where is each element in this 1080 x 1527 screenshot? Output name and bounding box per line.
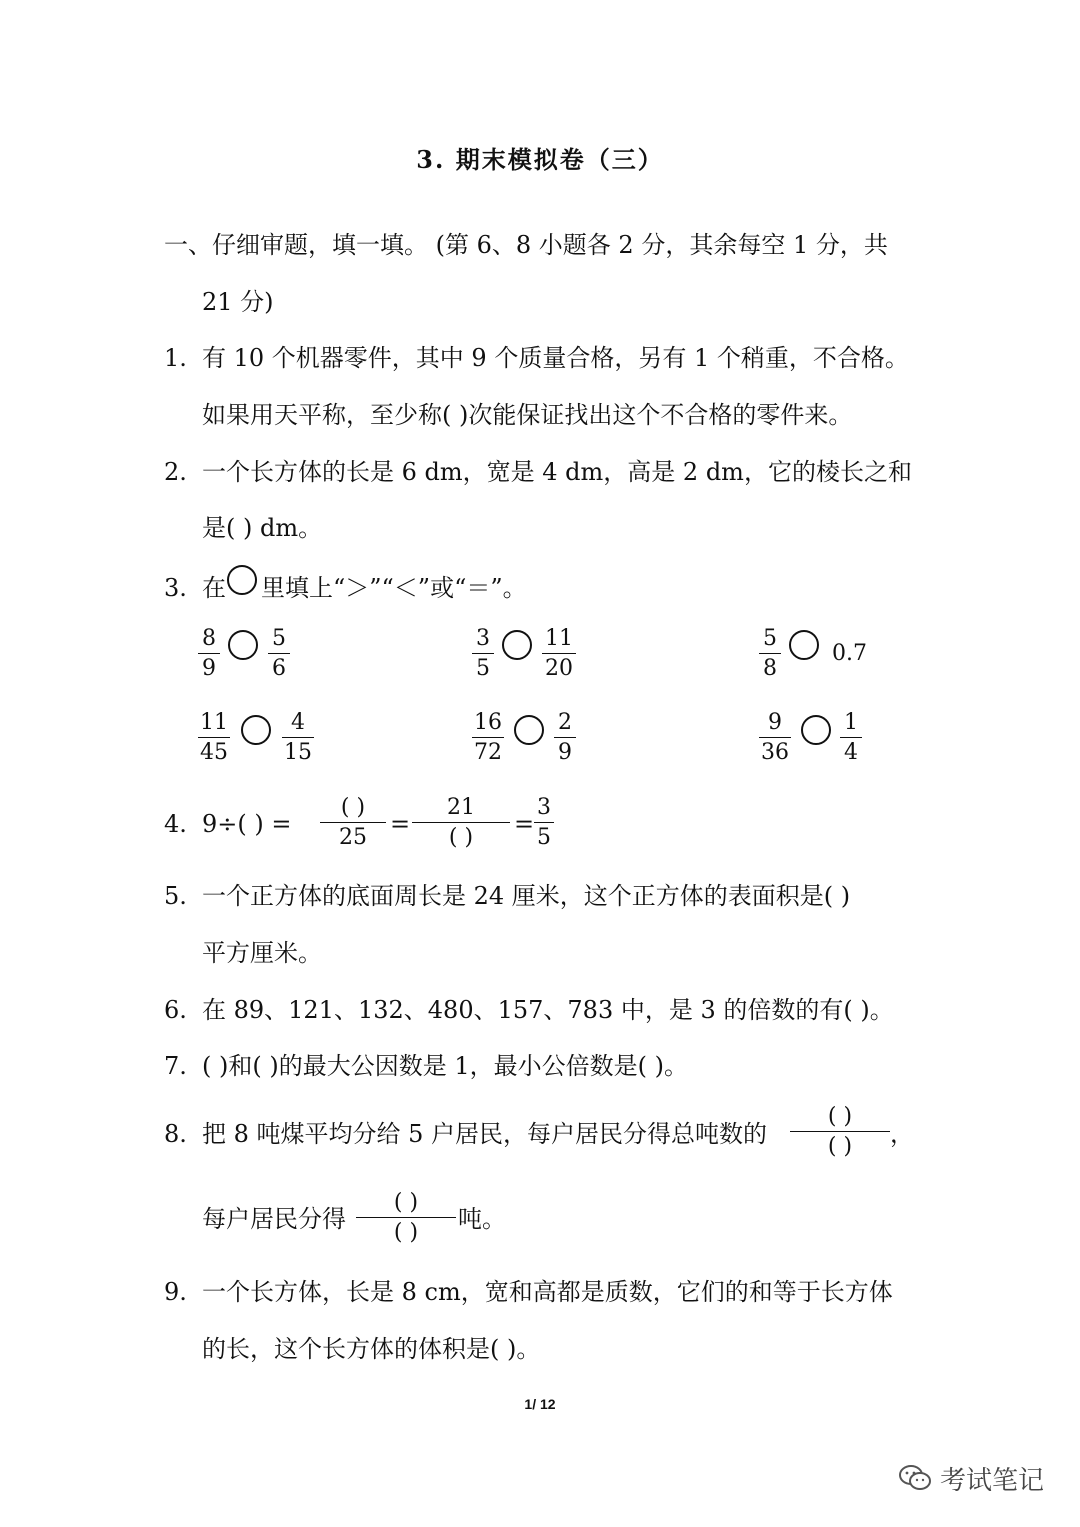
q3-item5-circle[interactable] (514, 715, 544, 745)
q3-item2-right-fraction: $\frac{11}{20}$ (542, 625, 576, 684)
wechat-icon (898, 1463, 932, 1493)
q3-item6-right-fraction: $\frac{1}{4}$ (840, 709, 862, 768)
q1-text: 有 10 个机器零件，其中 9 个质量合格，另有 1 个稍重，不合格。 (202, 344, 909, 372)
q1-number: 1. (164, 344, 187, 372)
q5-text: 一个正方体的底面周长是 24 厘米，这个正方体的表面积是( ) (202, 882, 851, 910)
q8-comma: ， (890, 1120, 914, 1148)
q3-item3-circle[interactable] (789, 630, 819, 660)
q3-item4-left-fraction: $\frac{11}{45}$ (200, 710, 228, 765)
q3-item2-left-fraction: $\frac{3}{5}$ (472, 625, 494, 684)
q3-item1-circle[interactable] (228, 630, 258, 660)
q9-number: 9. (164, 1278, 187, 1306)
q2-text: 一个长方体的长是 6 dm，宽是 4 dm，高是 2 dm，它的棱长之和 (202, 458, 912, 486)
q9-text-cont: 的长，这个长方体的体积是( )。 (202, 1335, 541, 1363)
compare-circle (227, 565, 257, 595)
q8-fraction-blank1[interactable]: ( ) ( ) (790, 1103, 890, 1162)
q3-item4-circle[interactable] (241, 715, 271, 745)
watermark (898, 1458, 1044, 1498)
q9-text: 一个长方体，长是 8 cm，宽和高都是质数，它们的和等于长方体 (202, 1278, 893, 1306)
q7-number: 7. (164, 1052, 187, 1080)
section-heading: 一、仔细审题，填一填。 (第 6、8 小题各 2 分，其余每空 1 分，共 (164, 231, 888, 259)
q3-item6-circle[interactable] (801, 715, 831, 745)
q8-number: 8. (164, 1120, 187, 1148)
q6-text: 在 89、121、132、480、157、783 中，是 3 的倍数的有( )。 (202, 996, 894, 1024)
page-title: 3. 期末模拟卷（三） (416, 145, 664, 174)
watermark-label: 考试笔记 (940, 1465, 1045, 1496)
q2-number: 2. (164, 458, 187, 486)
q4-equals1: = (390, 810, 411, 838)
q5-text-cont: 平方厘米。 (202, 939, 322, 967)
q4-fraction1[interactable]: ( ) 25 (320, 794, 386, 853)
q1-text-cont: 如果用天平称，至少称( )次能保证找出这个不合格的零件来。 (202, 401, 853, 429)
q4-fraction2[interactable]: 21 ( ) (412, 794, 510, 853)
q6-number: 6. (164, 996, 187, 1024)
q3-item4-right-fraction: $\frac{4}{15}$ (284, 710, 312, 765)
q3-item3-left-fraction: $\frac{5}{8}$ (759, 625, 781, 684)
q4-lead: 9÷( ) = (202, 810, 292, 838)
q8-text-end: 吨。 (458, 1205, 506, 1233)
q3-suffix: 里填上“＞”“＜”或“＝”。 (261, 574, 527, 602)
q2-text-cont: 是( ) dm。 (202, 514, 323, 542)
q3-item5-left-fraction: $\frac{16}{72}$ (474, 710, 502, 765)
q8-fraction-blank2[interactable]: ( ) ( ) (356, 1189, 456, 1248)
q8-text: 把 8 吨煤平均分给 5 户居民，每户居民分得总吨数的 (202, 1120, 768, 1148)
q4-fraction3: $\frac{3}{5}$ (534, 794, 554, 853)
q7-text: ( )和( )的最大公因数是 1，最小公倍数是( )。 (202, 1052, 688, 1080)
q3-item2-circle[interactable] (502, 630, 532, 660)
q8-text-cont: 每户居民分得 (202, 1205, 346, 1233)
q4-equals2: = (514, 810, 535, 838)
q4-number: 4. (164, 810, 187, 838)
q3-item6-left-fraction: $\frac{9}{36}$ (761, 710, 789, 765)
page-number: 1/ 12 (524, 1396, 556, 1412)
q3-item3-right-value: 0.7 (832, 641, 867, 666)
q3-item1-left-fraction: $\frac{8}{9}$ (198, 625, 220, 684)
q3-prefix: 在 (202, 574, 226, 602)
q5-number: 5. (164, 882, 187, 910)
section-heading-cont: 21 分) (202, 288, 274, 316)
q3-number: 3. (164, 574, 187, 602)
q3-item1-right-fraction: $\frac{5}{6}$ (268, 625, 290, 684)
q3-item5-right-fraction: $\frac{2}{9}$ (554, 709, 576, 768)
